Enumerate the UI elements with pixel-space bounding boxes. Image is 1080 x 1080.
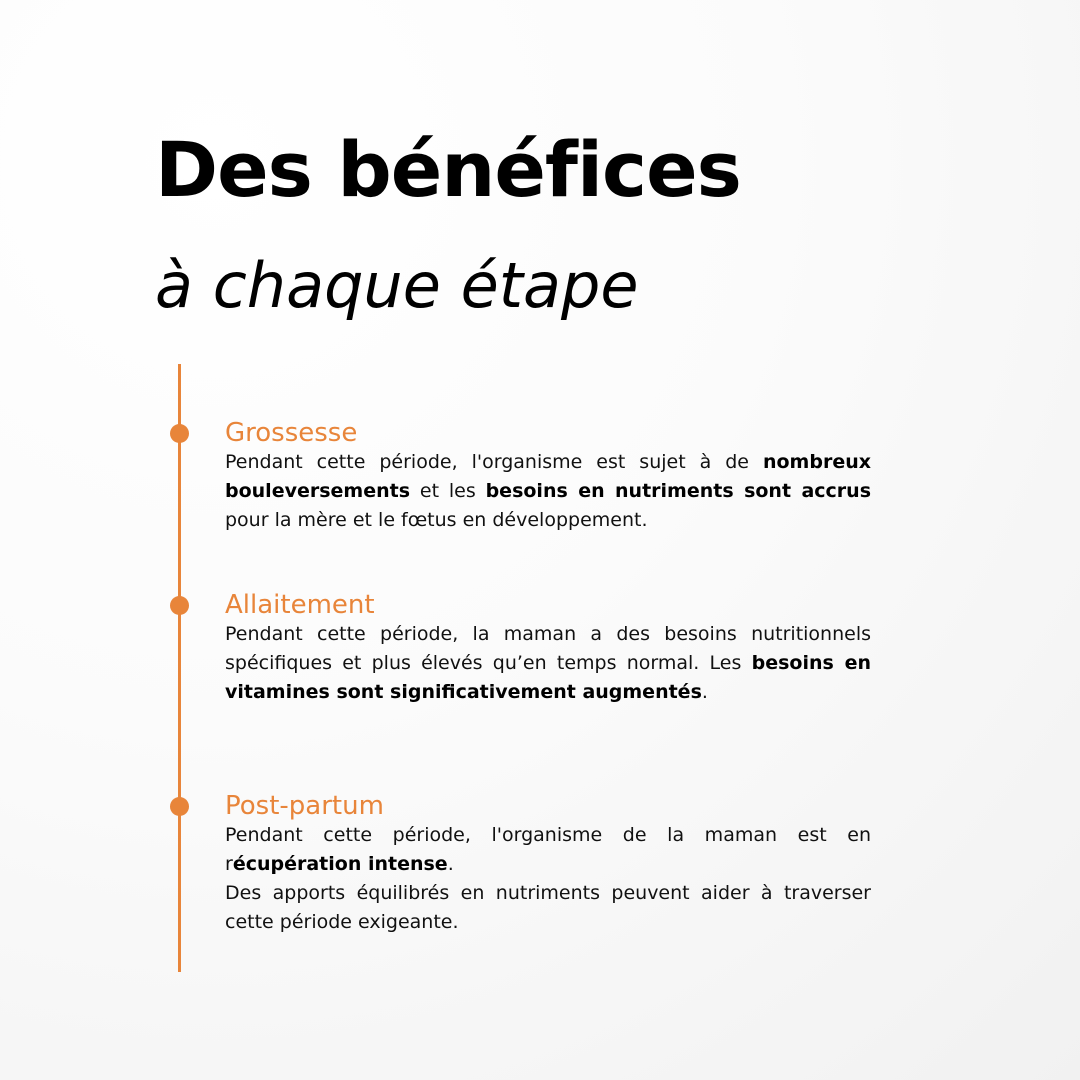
- section-body-grossesse: [225, 448, 871, 535]
- body-emphasis: nombreux bouleversements: [225, 451, 871, 502]
- section-title-allaitement: Allaitement: [225, 590, 375, 620]
- timeline-dot-post-partum: [170, 797, 189, 816]
- section-post-partum: [225, 791, 871, 937]
- body-text: Des apports équilibrés en nutriments peuvent aider à traverser cette période exigeante.: [225, 882, 871, 933]
- body-text: Pendant cette période, l'organisme de la maman est en r: [225, 824, 871, 875]
- page-subtitle: à chaque étape: [155, 249, 639, 322]
- page-title: Des bénéfices: [155, 125, 741, 214]
- section-title-grossesse: Grossesse: [225, 418, 358, 448]
- section-allaitement: [225, 590, 871, 707]
- section-body-post-partum: [225, 821, 871, 937]
- timeline-line: [178, 364, 181, 972]
- body-text: pour la mère et le fœtus en développement.: [225, 509, 648, 531]
- section-grossesse: [225, 418, 871, 535]
- body-emphasis: besoins en vitamines sont significativement augmentés: [225, 652, 871, 703]
- body-text: Pendant cette période, la maman a des besoins nutritionnels spécifiques et plus élevés qu’en temps normal. Les: [225, 623, 871, 674]
- body-text: Pendant cette période, l'organisme est sujet à de: [225, 451, 763, 473]
- body-emphasis: écupération intense: [232, 853, 448, 875]
- body-text: .: [447, 853, 454, 875]
- body-emphasis: besoins en nutriments sont accrus: [485, 480, 872, 502]
- body-text: et les: [410, 480, 486, 502]
- section-title-post-partum: Post-partum: [225, 791, 384, 821]
- timeline-dot-grossesse: [170, 424, 189, 443]
- section-body-allaitement: [225, 620, 871, 707]
- body-text: .: [701, 681, 708, 703]
- timeline-dot-allaitement: [170, 596, 189, 615]
